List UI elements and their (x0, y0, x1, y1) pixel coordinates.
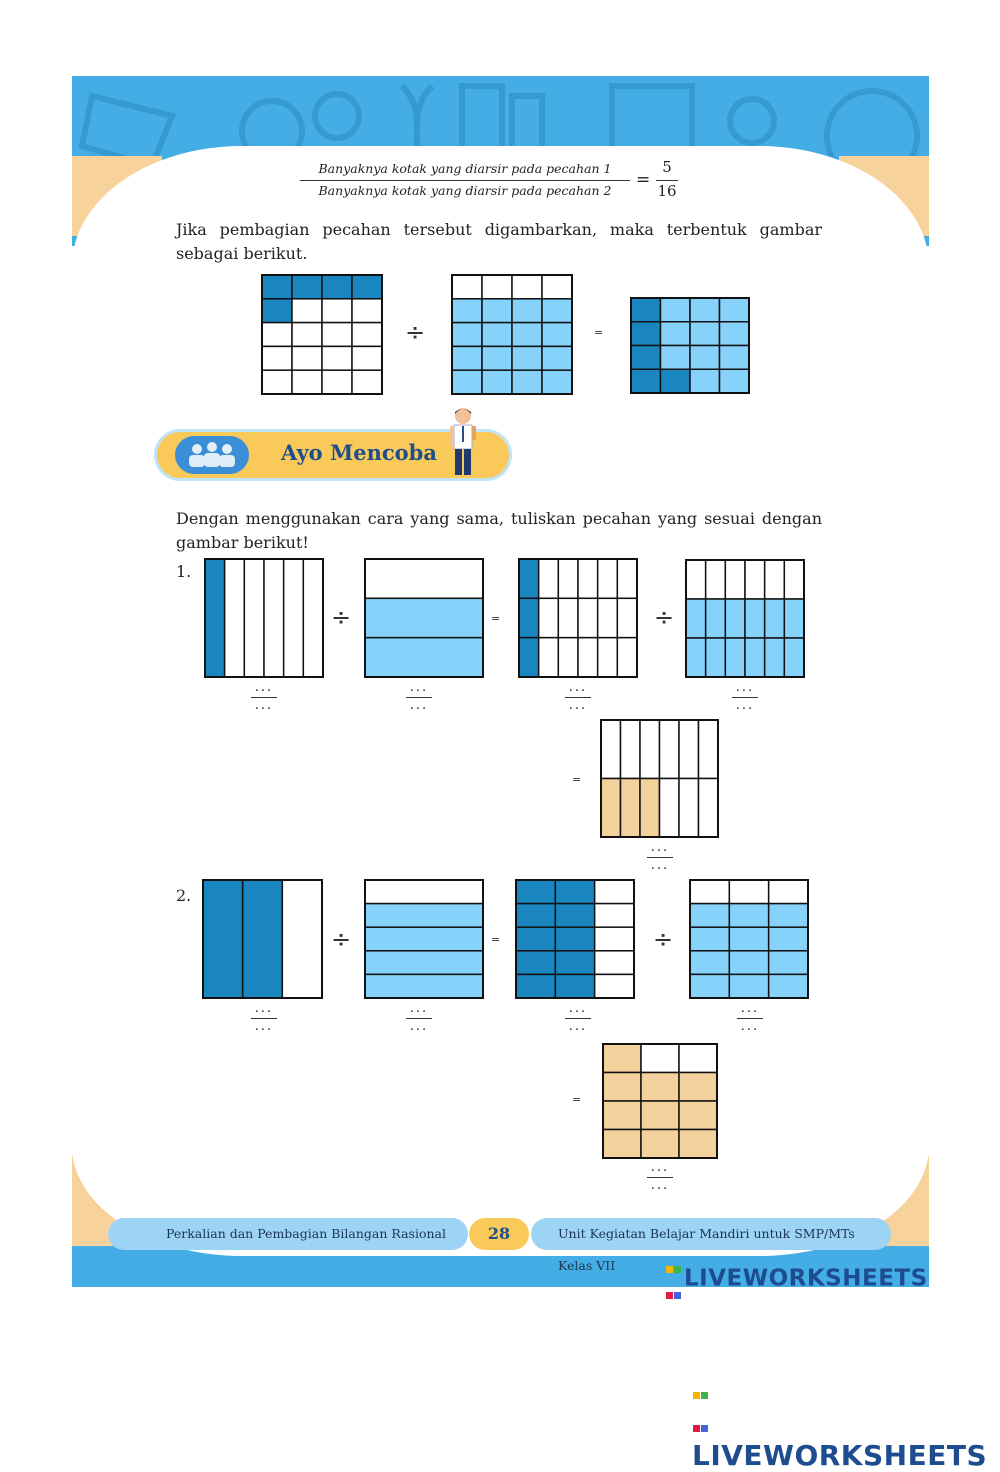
p1-answer-c[interactable]: ... ... (558, 683, 598, 712)
formula-numerator: Banyaknya kotak yang diarsir pada pecahan 1 (318, 161, 612, 176)
p2-answer-a[interactable]: ... ... (244, 1004, 284, 1033)
grid-cell (452, 323, 482, 347)
formula-equals: = (636, 170, 651, 190)
grid-cell (769, 904, 808, 928)
grid-cell (365, 904, 483, 928)
p1-answer-d[interactable]: ... ... (725, 683, 765, 712)
example-result-grid (631, 298, 749, 393)
grid-cell (352, 370, 382, 394)
grid-cell (720, 346, 750, 370)
result-numerator: 5 (662, 158, 672, 176)
grid-cell (542, 275, 572, 299)
grid-cell (690, 904, 729, 928)
grid-cell (262, 346, 292, 370)
grid-cell (595, 927, 634, 951)
grid-cell (352, 275, 382, 299)
grid-cell (203, 880, 243, 998)
grid-cell (516, 904, 555, 928)
grid-cell (292, 370, 322, 394)
grid-cell (365, 559, 483, 598)
grid-cell (661, 298, 691, 322)
grid-cell (686, 560, 706, 599)
p2-grid-a (203, 880, 322, 998)
grid-cell (539, 559, 559, 598)
grid-cell (542, 299, 572, 323)
p2-grid-c (516, 880, 634, 998)
grid-cell (519, 638, 539, 677)
grid-cell (729, 880, 768, 904)
grid-cell (292, 323, 322, 347)
formula-denominator: Banyaknya kotak yang diarsir pada pecahan 2 (318, 183, 612, 198)
grid-cell (292, 346, 322, 370)
p1-grid-result (601, 720, 718, 837)
grid-cell (603, 1130, 641, 1159)
grid-cell (690, 322, 720, 346)
grid-cell (679, 779, 699, 838)
footer-chapter-title: Perkalian dan Pembagian Bilangan Rasional (108, 1218, 468, 1250)
grid-cell (322, 323, 352, 347)
grid-cell (621, 779, 641, 838)
grid-cell (729, 927, 768, 951)
grid-cell (641, 1073, 679, 1102)
grid-cell (452, 275, 482, 299)
grid-cell (284, 559, 304, 677)
grid-cell (516, 951, 555, 975)
grid-cell (578, 598, 598, 637)
grid-cell (539, 638, 559, 677)
grid-cell (661, 322, 691, 346)
p2-grid-b (365, 880, 483, 998)
result-fraction-bar (656, 180, 678, 181)
problem-1-label: 1. (176, 562, 192, 581)
grid-cell (784, 560, 804, 599)
grid-cell (322, 370, 352, 394)
grid-cell (555, 927, 594, 951)
liveworksheets-logo: LIVEWORKSHEETS (692, 1373, 1000, 1472)
grid-cell (225, 559, 245, 677)
grid-cell (243, 880, 283, 998)
p2-answer-b[interactable]: ... ... (399, 1004, 439, 1033)
p2-answer-c[interactable]: ... ... (558, 1004, 598, 1033)
grid-cell (598, 638, 618, 677)
grid-cell (352, 299, 382, 323)
grid-cell (539, 598, 559, 637)
example-equals-sign: = (594, 326, 604, 339)
grid-cell (578, 638, 598, 677)
grid-cell (452, 370, 482, 394)
grid-cell (690, 951, 729, 975)
result-denominator: 16 (657, 182, 677, 200)
grid-cell (617, 598, 637, 637)
grid-cell (512, 346, 542, 370)
grid-cell (769, 880, 808, 904)
grid-cell (706, 560, 726, 599)
grid-cell (769, 951, 808, 975)
grid-cell (661, 346, 691, 370)
p1-answer-result[interactable]: ... ... (640, 843, 680, 872)
grid-cell (679, 1130, 717, 1159)
grid-cell (482, 370, 512, 394)
grid-cell (512, 370, 542, 394)
grid-cell (686, 599, 706, 638)
grid-cell (542, 346, 572, 370)
grid-cell (262, 275, 292, 299)
grid-cell (558, 559, 578, 598)
grid-cell (729, 904, 768, 928)
page-number: 28 (469, 1218, 529, 1250)
liveworksheets-mark-icon (692, 1373, 708, 1439)
grid-cell (365, 880, 483, 904)
grid-cell (641, 1101, 679, 1130)
grid-cell (264, 559, 284, 677)
section-title: Ayo Mencoba (281, 440, 437, 465)
grid-cell (595, 880, 634, 904)
grid-cell (365, 951, 483, 975)
intro-paragraph: Jika pembagian pecahan tersebut digambarkan, maka terbentuk gambar sebagai berikut. (176, 220, 822, 263)
grid-cell (765, 560, 785, 599)
problem-2-label: 2. (176, 886, 192, 905)
grid-cell (725, 599, 745, 638)
grid-cell (282, 880, 322, 998)
grid-cell (690, 369, 720, 393)
grid-cell (452, 299, 482, 323)
grid-cell (745, 638, 765, 677)
grid-cell (706, 599, 726, 638)
grid-cell (690, 974, 729, 998)
grid-cell (601, 779, 621, 838)
p1-equals-sign-2: = (572, 773, 582, 786)
grid-cell (365, 927, 483, 951)
group-people-icon (175, 436, 249, 474)
grid-cell (631, 346, 661, 370)
liveworksheets-mark-icon (665, 1253, 681, 1305)
grid-cell (519, 559, 539, 598)
grid-cell (322, 275, 352, 299)
p1-equals-sign-1: = (491, 612, 501, 625)
grid-cell (519, 598, 539, 637)
p1-grid-d (686, 560, 804, 677)
p2-answer-d[interactable]: ... ... (730, 1004, 770, 1033)
grid-cell (603, 1101, 641, 1130)
grid-cell (558, 598, 578, 637)
example-divide-sign: ÷ (405, 318, 426, 346)
grid-cell (603, 1044, 641, 1073)
grid-cell (598, 598, 618, 637)
grid-cell (660, 779, 680, 838)
grid-cell (729, 951, 768, 975)
grid-cell (631, 298, 661, 322)
example-grid-2 (452, 275, 572, 394)
grid-cell (699, 720, 719, 779)
p1-answer-a[interactable]: ... ... (244, 683, 284, 712)
grid-cell (661, 369, 691, 393)
grid-cell (542, 370, 572, 394)
grid-cell (595, 974, 634, 998)
grid-cell (482, 346, 512, 370)
grid-cell (555, 974, 594, 998)
grid-cell (641, 1130, 679, 1159)
grid-cell (621, 720, 641, 779)
grid-cell (617, 559, 637, 598)
grid-cell (262, 299, 292, 323)
p2-grid-result (603, 1044, 717, 1158)
grid-cell (729, 974, 768, 998)
formula-fraction-bar (300, 180, 630, 181)
p2-equals-sign-1: = (491, 933, 501, 946)
grid-cell (555, 880, 594, 904)
grid-cell (745, 560, 765, 599)
grid-cell (516, 974, 555, 998)
grid-cell (452, 346, 482, 370)
grid-cell (765, 599, 785, 638)
grid-cell (482, 299, 512, 323)
p2-divide-sign-2: ÷ (653, 925, 674, 953)
grid-cell (262, 370, 292, 394)
grid-cell (244, 559, 264, 677)
grid-cell (512, 299, 542, 323)
grid-cell (690, 298, 720, 322)
grid-cell (679, 1101, 717, 1130)
p1-divide-sign-2: ÷ (654, 603, 675, 631)
grid-cell (745, 599, 765, 638)
grid-cell (365, 974, 483, 998)
grid-cell (601, 720, 621, 779)
division-formula (300, 158, 690, 204)
grid-cell (516, 880, 555, 904)
p1-divide-sign-1: ÷ (331, 603, 352, 631)
grid-cell (595, 951, 634, 975)
grid-cell (598, 559, 618, 598)
grid-cell (720, 322, 750, 346)
grid-cell (617, 638, 637, 677)
grid-cell (322, 299, 352, 323)
grid-cell (512, 275, 542, 299)
p1-grid-b (365, 559, 483, 677)
grid-cell (631, 369, 661, 393)
p1-grid-c (519, 559, 637, 677)
footer-book-title: Unit Kegiatan Belajar Mandiri untuk SMP/MTs Kelas VII (531, 1218, 891, 1250)
grid-cell (555, 951, 594, 975)
grid-cell (365, 638, 483, 677)
grid-cell (555, 904, 594, 928)
grid-cell (679, 1044, 717, 1073)
grid-cell (769, 927, 808, 951)
grid-cell (578, 559, 598, 598)
grid-cell (641, 1044, 679, 1073)
grid-cell (640, 720, 660, 779)
grid-cell (679, 1073, 717, 1102)
student-illustration (446, 406, 480, 478)
grid-cell (720, 369, 750, 393)
grid-cell (262, 323, 292, 347)
p2-divide-sign-1: ÷ (331, 925, 352, 953)
grid-cell (765, 638, 785, 677)
grid-cell (292, 299, 322, 323)
grid-cell (631, 322, 661, 346)
grid-cell (482, 275, 512, 299)
grid-cell (205, 559, 225, 677)
grid-cell (512, 323, 542, 347)
grid-cell (352, 346, 382, 370)
grid-cell (686, 638, 706, 677)
grid-cell (690, 880, 729, 904)
grid-cell (725, 560, 745, 599)
grid-cell (595, 904, 634, 928)
grid-cell (482, 323, 512, 347)
grid-cell (640, 779, 660, 838)
liveworksheets-logo-inner: LIVEWORKSHEETS (665, 1253, 928, 1305)
grid-cell (725, 638, 745, 677)
p1-grid-a (205, 559, 323, 677)
grid-cell (690, 346, 720, 370)
p2-answer-result[interactable]: ... ... (640, 1163, 680, 1192)
p2-grid-d (690, 880, 808, 998)
grid-cell (542, 323, 572, 347)
grid-cell (603, 1073, 641, 1102)
grid-cell (690, 927, 729, 951)
instruction-paragraph: Dengan menggunakan cara yang sama, tuliskan pecahan yang sesuai dengan gambar berikut! (176, 509, 822, 552)
p2-equals-sign-2: = (572, 1093, 582, 1106)
grid-cell (516, 927, 555, 951)
grid-cell (292, 275, 322, 299)
grid-cell (720, 298, 750, 322)
example-grid-1 (262, 275, 382, 394)
grid-cell (660, 720, 680, 779)
grid-cell (699, 779, 719, 838)
grid-cell (352, 323, 382, 347)
grid-cell (706, 638, 726, 677)
grid-cell (784, 638, 804, 677)
p1-answer-b[interactable]: ... ... (399, 683, 439, 712)
grid-cell (365, 598, 483, 637)
grid-cell (558, 638, 578, 677)
grid-cell (679, 720, 699, 779)
grid-cell (784, 599, 804, 638)
grid-cell (322, 346, 352, 370)
grid-cell (303, 559, 323, 677)
grid-cell (769, 974, 808, 998)
